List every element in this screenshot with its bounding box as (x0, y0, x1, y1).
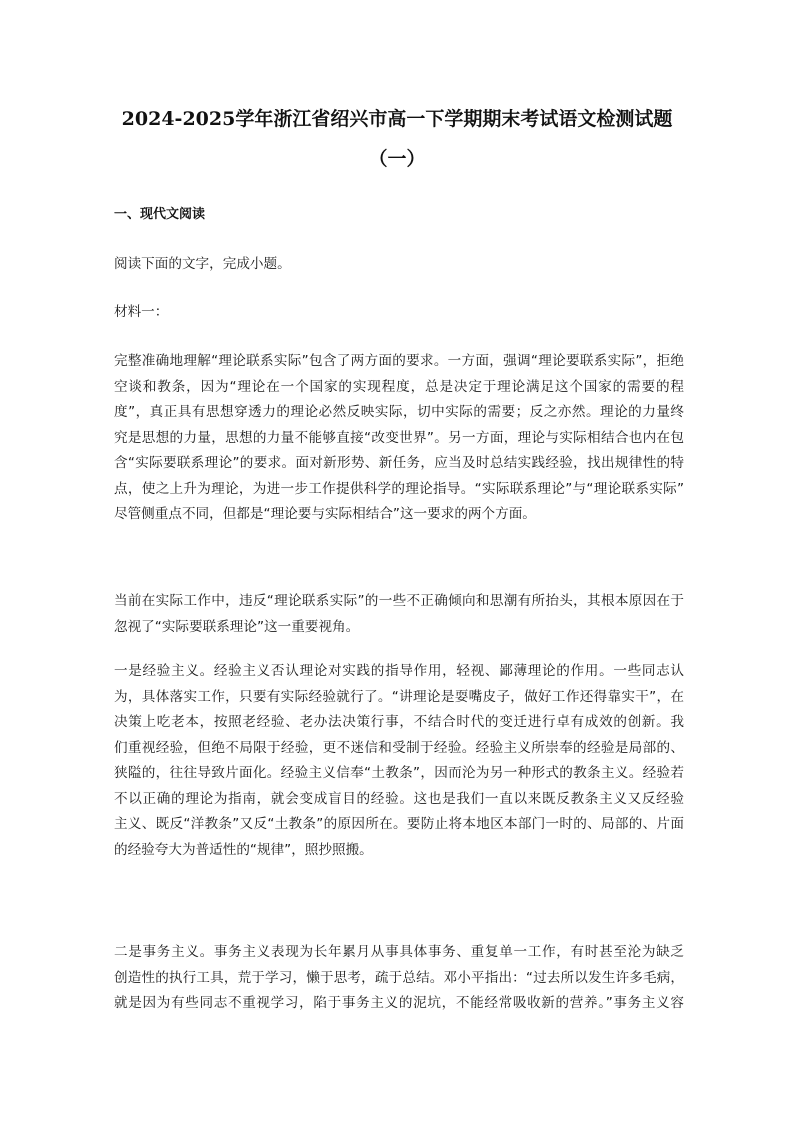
document-subtitle: （一） (368, 148, 426, 170)
text-line: 创造性的执行工具，荒于学习，懒于思考，疏于总结。邓小平指出：“过去所以发生许多毛病， (114, 969, 684, 986)
paragraph (114, 940, 684, 1017)
instruction-text: 阅读下面的文字，完成小题。 (114, 256, 291, 272)
text-line: 的经验夸大为普适性的“规律”，照抄照搬。 (114, 841, 373, 858)
paragraph (114, 659, 684, 863)
text-line: 空谈和教条，因为“理论在一个国家的实现程度，总是决定于理论满足这个国家的需要的程 (114, 378, 684, 395)
text-line: 为，具体落实工作，只要有实际经验就行了。“讲理论是耍嘴皮子，做好工作还得靠实干”，在 (114, 688, 684, 705)
text-line: 当前在实际工作中，违反“理论联系实际”的一些不正确倾向和思潮有所抬头，其根本原因在于 (114, 593, 684, 609)
text-line: 二是事务主义。事务主义表现为长年累月从事具体事务、重复单一工作，有时甚至沦为缺乏 (114, 944, 684, 960)
material-label: 材料一： (114, 304, 169, 320)
text-line: 狭隘的，往往导致片面化。经验主义信奉“土教条”，因而沦为另一种形式的教条主义。经验若 (114, 765, 684, 781)
text-line: 完整准确地理解“理论联系实际”包含了两方面的要求。一方面，强调“理论要联系实际”，拒绝 (114, 353, 684, 369)
section-heading: 一、现代文阅读 (114, 207, 206, 222)
text-line: 忽视了“实际要联系理论”这一重要视角。 (114, 618, 360, 635)
text-line: 含“实际要联系理论”的要求。面对新形势、新任务，应当及时总结实践经验，找出规律性的特 (114, 455, 684, 471)
text-line: 点，使之上升为理论，为进一步工作提供科学的理论指导。“实际联系理论”与“理论联系实际” (114, 480, 684, 497)
document-title: 2024-2025学年浙江省绍兴市高一下学期期末考试语文检测试题 (121, 108, 673, 130)
text-line: 们重视经验，但绝不局限于经验，更不迷信和受制于经验。经验主义所崇奉的经验是局部的、 (114, 739, 684, 756)
text-line: 尽管侧重点不同，但都是“理论要与实际相结合”这一要求的两个方面。 (114, 506, 536, 522)
text-line: 度”，真正具有思想穿透力的理论必然反映实际，切中实际的需要；反之亦然。理论的力量终 (114, 404, 684, 420)
text-line: 主义、既反“洋教条”又反“土教条”的原因所在。要防止将本地区本部门一时的、局部的、片面 (114, 816, 684, 832)
text-line: 究是思想的力量，思想的力量不能够直接“改变世界”。另一方面，理论与实际相结合也内在包 (114, 429, 684, 446)
text-line: 决策上吃老本，按照老经验、老办法决策行事，不结合时代的变迁进行卓有成效的创新。我 (114, 714, 684, 730)
paragraph (114, 589, 684, 640)
text-line: 就是因为有些同志不重视学习，陷于事务主义的泥坑，不能经常吸收新的营养。”事务主义容 (114, 995, 684, 1011)
text-line: 不以正确的理论为指南，就会变成盲目的经验。这也是我们一直以来既反教条主义又反经验 (114, 790, 684, 807)
paragraph (114, 349, 684, 528)
text-line: 一是经验主义。经验主义否认理论对实践的指导作用，轻视、鄙薄理论的作用。一些同志认 (114, 663, 684, 679)
